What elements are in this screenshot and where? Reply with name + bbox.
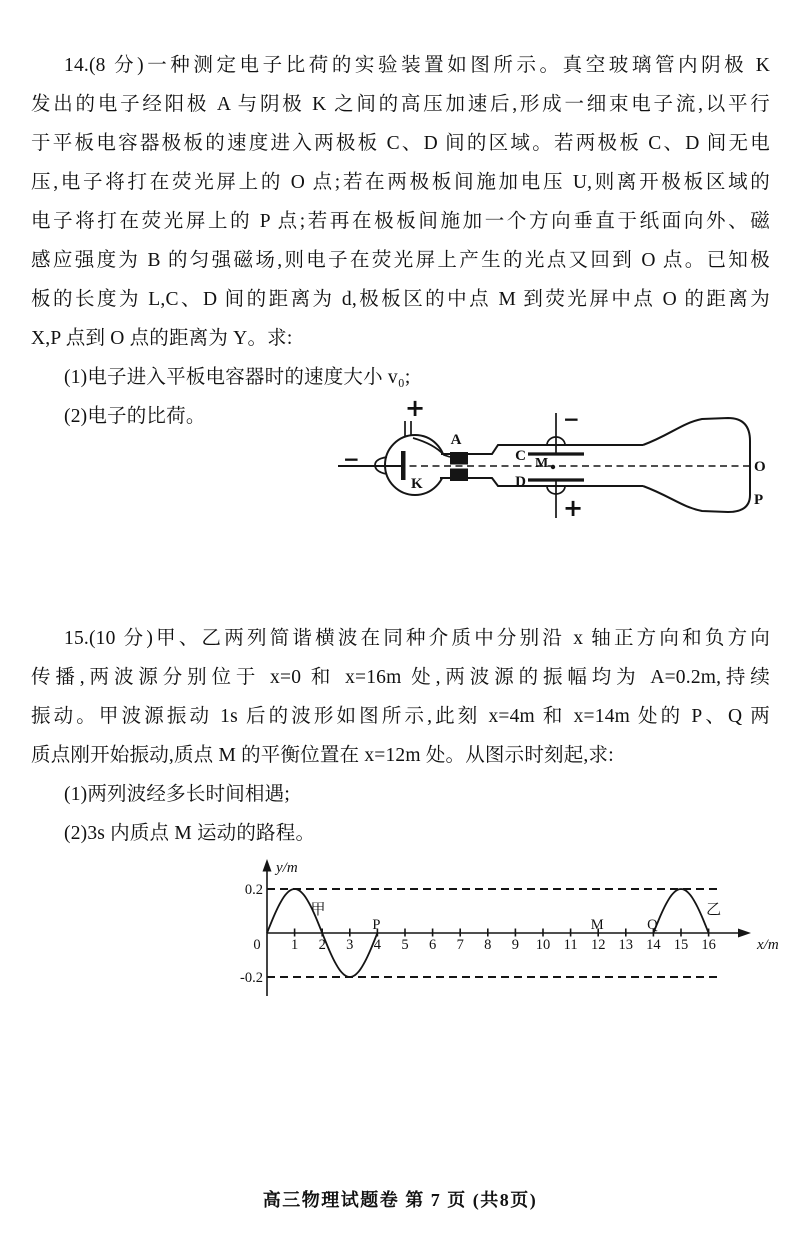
- plus-terminal-gun: +: [404, 394, 426, 422]
- p14-line: 发出的电子经阳极 A 与阴极 K 之间的高压加速后,形成一细束电子流,以平行: [31, 94, 770, 115]
- x-tick-label: 15: [673, 937, 689, 953]
- x-tick-label: 4: [373, 937, 382, 953]
- point-label-Q: Q: [647, 917, 658, 933]
- x-tick-label: 6: [428, 937, 437, 953]
- x-tick-label: 13: [618, 937, 634, 953]
- point-label-P: P: [372, 917, 381, 933]
- figure-electron-tube: [330, 393, 800, 538]
- x-tick-label: 10: [535, 937, 551, 953]
- p14-line: 电子将打在荧光屏上的 P 点;若再在极板间施加一个方向垂直于纸面向外、磁: [31, 211, 770, 232]
- p14-line: X,P 点到 O 点的距离为 Y。求:: [31, 328, 293, 349]
- plus-terminal-plate: +: [563, 494, 584, 522]
- p14-subquestion-2: (2)电子的比荷。: [64, 406, 206, 427]
- p15-line: 传播,两波源分别位于 x=0 和 x=16m 处,两波源的振幅均为 A=0.2m,持续: [31, 667, 770, 688]
- x-tick-label: 7: [456, 937, 464, 953]
- x-tick-label: 1: [290, 937, 299, 953]
- minus-terminal-gun: −: [343, 447, 360, 471]
- origin-label: 0: [253, 937, 261, 953]
- y-tick-label: -0.2: [240, 970, 263, 986]
- screen-center-label: O: [754, 459, 766, 475]
- page-footer: 高三物理试题卷 第 7 页 (共8页): [262, 1190, 538, 1210]
- plate-c-label: C: [515, 448, 526, 464]
- x-tick-label: 16: [701, 937, 716, 953]
- x-tick-label: 8: [484, 937, 492, 953]
- p15-subquestion-2: (2)3s 内质点 M 运动的路程。: [64, 823, 316, 844]
- p14-line: 14.(8 分)一种测定电子比荷的实验装置如图所示。真空玻璃管内阴极 K: [64, 55, 770, 76]
- problem-15-text: [31, 619, 770, 853]
- problem-14-text: [31, 46, 770, 436]
- y-tick-label: 0.2: [244, 882, 263, 898]
- x-tick-label: 3: [346, 937, 354, 953]
- x-tick-label: 14: [646, 937, 661, 953]
- wave-curve-yi: [653, 889, 708, 933]
- x-tick-label: 9: [511, 937, 520, 953]
- x-axis-label: x/m: [757, 937, 779, 953]
- p15-subquestion-1: (1)两列波经多长时间相遇;: [64, 784, 290, 805]
- p15-line: 15.(10 分)甲、乙两列简谐横波在同种介质中分别沿 x 轴正方向和负方向: [64, 628, 770, 649]
- p14-line: 感应强度为 B 的匀强磁场,则电子在荧光屏上产生的光点又回到 O 点。已知极: [31, 250, 770, 271]
- x-tick-label: 11: [563, 937, 578, 953]
- figure-wave-graph: [230, 850, 790, 1010]
- p14-subquestion-1: (1)电子进入平板电容器时的速度大小 v₀;: [64, 367, 411, 388]
- p14-line: 于平板电容器极板的速度进入两极板 C、D 间的区域。若两极板 C、D 间无电: [31, 133, 770, 154]
- point-label-M: M: [590, 917, 604, 933]
- x-axis-arrow: [738, 929, 751, 938]
- p15-line: 振动。甲波源振动 1s 后的波形如图所示,此刻 x=4m 和 x=14m 处的 P、Q 两: [31, 706, 770, 727]
- p14-line: 板的长度为 L,C、D 间的距离为 d,极板区的中点 M 到荧光屏中点 O 的距离为: [31, 289, 770, 310]
- screen-spot-label: P: [754, 492, 764, 508]
- x-tick-label: 5: [401, 937, 409, 953]
- minus-terminal-plate: −: [563, 407, 580, 431]
- plate-d-label: D: [515, 474, 526, 490]
- cathode-label: K: [411, 476, 423, 492]
- anode-block-top: [450, 452, 468, 465]
- y-axis-arrow: [263, 859, 272, 872]
- x-tick-label: 2: [318, 937, 326, 953]
- screen-cone: [643, 418, 750, 512]
- midpoint-dot: [551, 465, 555, 469]
- wave-name-label: 乙: [706, 902, 722, 918]
- midpoint-label: M: [535, 456, 549, 471]
- anode-block-bottom: [450, 469, 468, 482]
- p14-line: 压,电子将打在荧光屏上的 O 点;若在两极板间施加电压 U,则离开极板区域的: [31, 172, 770, 193]
- anode-label: A: [450, 432, 462, 448]
- x-tick-label: 12: [590, 937, 606, 953]
- p15-line: 质点刚开始振动,质点 M 的平衡位置在 x=12m 处。从图示时刻起,求:: [31, 745, 614, 766]
- y-axis-label: y/m: [276, 860, 298, 876]
- wave-name-label: 甲: [310, 902, 326, 918]
